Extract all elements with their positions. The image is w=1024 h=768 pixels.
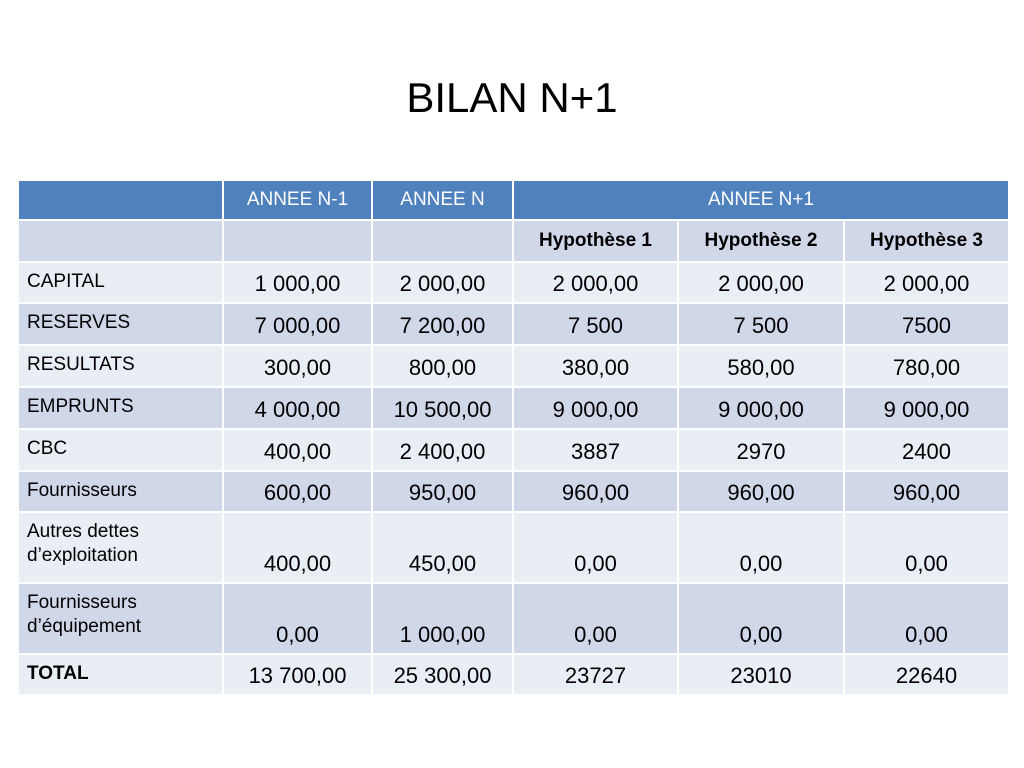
cell-value: 2 400,00 — [372, 429, 513, 471]
row-label: CAPITAL — [18, 262, 223, 303]
subheader-cell — [372, 220, 513, 262]
cell-value: 960,00 — [513, 471, 678, 512]
slide-title: BILAN N+1 — [406, 74, 618, 121]
header-cell-empty — [18, 180, 223, 220]
cell-value: 780,00 — [844, 345, 1009, 387]
cell-value: 450,00 — [372, 512, 513, 583]
subheader-hypothese-3: Hypothèse 3 — [844, 220, 1009, 262]
header-row — [18, 180, 1009, 220]
cell-value: 7 200,00 — [372, 303, 513, 345]
cell-value: 400,00 — [223, 512, 372, 583]
row-label: EMPRUNTS — [18, 387, 223, 429]
row-label-total: TOTAL — [18, 654, 223, 695]
cell-value: 22640 — [844, 654, 1009, 695]
table-row-emprunts — [18, 387, 1009, 429]
table-row-fournisseurs — [18, 471, 1009, 512]
cell-value: 9 000,00 — [844, 387, 1009, 429]
cell-value: 10 500,00 — [372, 387, 513, 429]
cell-value: 9 000,00 — [678, 387, 844, 429]
table-row-fournisseurs-equipement — [18, 583, 1009, 654]
row-label-line: d’équipement — [27, 616, 142, 637]
cell-value: 7 000,00 — [223, 303, 372, 345]
cell-value: 960,00 — [844, 471, 1009, 512]
cell-value: 0,00 — [223, 583, 372, 654]
subheader-hypothese-1: Hypothèse 1 — [513, 220, 678, 262]
header-annee-n-1: ANNEE N-1 — [223, 180, 372, 220]
header-annee-n: ANNEE N — [372, 180, 513, 220]
cell-value: 380,00 — [513, 345, 678, 387]
row-label-line: Autres dettes — [27, 521, 139, 542]
cell-value: 4 000,00 — [223, 387, 372, 429]
cell-value: 2400 — [844, 429, 1009, 471]
cell-value: 960,00 — [678, 471, 844, 512]
table-row-cbc — [18, 429, 1009, 471]
table-row-reserves — [18, 303, 1009, 345]
row-label-line: Fournisseurs — [27, 592, 137, 613]
cell-value: 23010 — [678, 654, 844, 695]
table-row-resultats — [18, 345, 1009, 387]
cell-value: 0,00 — [513, 512, 678, 583]
cell-value: 600,00 — [223, 471, 372, 512]
subheader-cell — [18, 220, 223, 262]
row-label: CBC — [18, 429, 223, 471]
cell-value: 0,00 — [678, 583, 844, 654]
cell-value: 9 000,00 — [513, 387, 678, 429]
table-row-capital — [18, 262, 1009, 303]
cell-value: 0,00 — [844, 583, 1009, 654]
row-label: Fournisseurs — [18, 471, 223, 512]
cell-value: 2 000,00 — [678, 262, 844, 303]
row-label — [18, 583, 223, 654]
cell-value: 300,00 — [223, 345, 372, 387]
subheader-cell — [223, 220, 372, 262]
cell-value: 1 000,00 — [223, 262, 372, 303]
cell-value: 0,00 — [678, 512, 844, 583]
cell-value: 1 000,00 — [372, 583, 513, 654]
cell-value: 2 000,00 — [844, 262, 1009, 303]
cell-value: 2 000,00 — [372, 262, 513, 303]
table-row-total — [18, 654, 1009, 695]
cell-value: 800,00 — [372, 345, 513, 387]
row-label-line: d’exploitation — [27, 545, 138, 566]
cell-value: 0,00 — [844, 512, 1009, 583]
cell-value: 3887 — [513, 429, 678, 471]
cell-value: 7 500 — [513, 303, 678, 345]
cell-value: 2970 — [678, 429, 844, 471]
row-label: RESERVES — [18, 303, 223, 345]
cell-value: 7500 — [844, 303, 1009, 345]
table-row-autres-dettes — [18, 512, 1009, 583]
cell-value: 950,00 — [372, 471, 513, 512]
cell-value: 23727 — [513, 654, 678, 695]
row-label: RESULTATS — [18, 345, 223, 387]
cell-value: 400,00 — [223, 429, 372, 471]
header-annee-n-plus-1: ANNEE N+1 — [513, 180, 1009, 220]
cell-value: 2 000,00 — [513, 262, 678, 303]
bilan-table — [17, 179, 1010, 696]
cell-value: 25 300,00 — [372, 654, 513, 695]
row-label — [18, 512, 223, 583]
cell-value: 0,00 — [513, 583, 678, 654]
subheader-hypothese-2: Hypothèse 2 — [678, 220, 844, 262]
cell-value: 7 500 — [678, 303, 844, 345]
cell-value: 580,00 — [678, 345, 844, 387]
cell-value: 13 700,00 — [223, 654, 372, 695]
subheader-row — [18, 220, 1009, 262]
